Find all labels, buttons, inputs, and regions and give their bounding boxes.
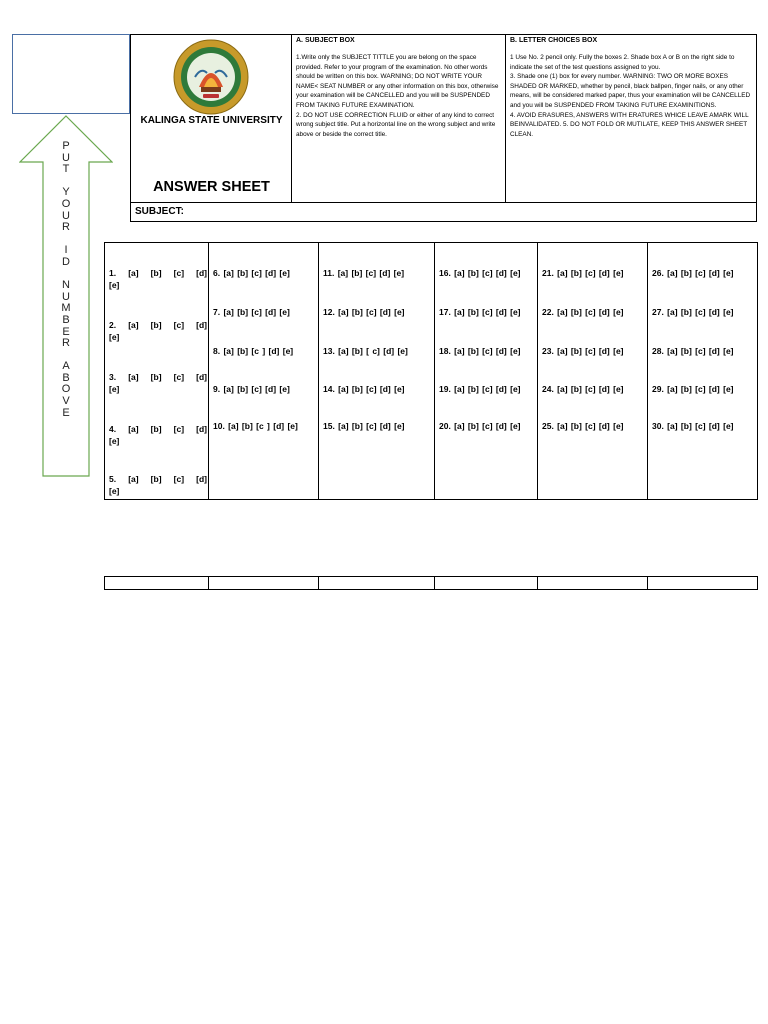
answer-item[interactable]: 18. [a] [b] [c] [d] [e] bbox=[439, 346, 521, 356]
answer-item[interactable]: 30. [a] [b] [c] [d] [e] bbox=[652, 421, 734, 431]
answer-item[interactable]: 28. [a] [b] [c] [d] [e] bbox=[652, 346, 734, 356]
strip-cell bbox=[538, 577, 648, 589]
letter-box-title: B. LETTER CHOICES BOX bbox=[510, 37, 598, 44]
answer-item[interactable]: 26. [a] [b] [c] [d] [e] bbox=[652, 268, 734, 278]
strip-cell bbox=[105, 577, 209, 589]
answer-item[interactable]: 8. [a] [b] [c ] [d] [e] bbox=[213, 346, 294, 356]
letter-box-body: 1 Use No. 2 pencil only. Fully the boxes 2. Shade box A or B on the right side to indicate the set of the test questions assigned to you. 3. Shade one (1) box for every number. WARNING: TWO OR MORE BOXES SHADED OR MARKED, whether by pencil, black ballpen, finger nails, or any other means, will be considered marked paper, thus your examination will be CANCELLED and you will be SUSPENDED FROM TAKING FUTURE EXAMINITIONS. 4. AVOID ERASURES, ANSWERS WITH ERATURES WHICE LEAVE AMARK WILL BEINVALIDATED. 5. DO NOT FOLD OR MUTILATE, KEEP THIS ANSWER SHEET CLEAN. bbox=[510, 54, 751, 138]
answer-item[interactable]: 15. [a] [b] [c] [d] [e] bbox=[323, 421, 405, 431]
answer-item[interactable]: 22. [a] [b] [c] [d] [e] bbox=[542, 307, 624, 317]
answer-item[interactable]: 25. [a] [b] [c] [d] [e] bbox=[542, 421, 624, 431]
answer-item[interactable]: 21. [a] [b] [c] [d] [e] bbox=[542, 268, 624, 278]
id-arrow-instruction: P U T Y O U R I D N U M B E R A B O V E bbox=[61, 140, 71, 419]
subject-field[interactable] bbox=[130, 203, 757, 222]
answer-item[interactable]: 14. [a] [b] [c] [d] [e] bbox=[323, 384, 405, 394]
answer-item[interactable]: 12. [a] [b] [c] [d] [e] bbox=[323, 307, 405, 317]
answer-column-3 bbox=[319, 243, 435, 499]
answer-grid bbox=[104, 242, 758, 500]
answer-item[interactable]: 16. [a] [b] [c] [d] [e] bbox=[439, 268, 521, 278]
logo-column bbox=[131, 35, 292, 202]
answer-item[interactable]: 9. [a] [b] [c] [d] [e] bbox=[213, 384, 290, 394]
id-number-box[interactable] bbox=[12, 34, 130, 114]
answer-column-4 bbox=[435, 243, 538, 499]
answer-item[interactable]: 17. [a] [b] [c] [d] [e] bbox=[439, 307, 521, 317]
answer-item[interactable]: 1. [a] [b] [c] [d] [e] bbox=[109, 268, 207, 290]
sheet-header bbox=[130, 34, 757, 203]
university-seal-icon bbox=[171, 37, 251, 117]
answer-item[interactable]: 19. [a] [b] [c] [d] [e] bbox=[439, 384, 521, 394]
strip-cell bbox=[319, 577, 435, 589]
answer-item[interactable]: 3. [a] [b] [c] [d] [e] bbox=[109, 372, 207, 394]
answer-column-6 bbox=[648, 243, 757, 499]
answer-column-1 bbox=[105, 243, 209, 499]
answer-item[interactable]: 27. [a] [b] [c] [d] [e] bbox=[652, 307, 734, 317]
answer-item[interactable]: 24. [a] [b] [c] [d] [e] bbox=[542, 384, 624, 394]
answer-item[interactable]: 11. [a] [b] [c] [d] [e] bbox=[323, 268, 405, 278]
bottom-strip-table bbox=[104, 576, 758, 590]
subject-box-instructions bbox=[292, 35, 506, 202]
letter-choices-box-instructions bbox=[506, 35, 756, 202]
subject-label: SUBJECT: bbox=[135, 206, 184, 217]
answer-column-2 bbox=[209, 243, 319, 499]
answer-item[interactable]: 10. [a] [b] [c ] [d] [e] bbox=[213, 421, 298, 431]
subject-box-title: A. SUBJECT BOX bbox=[296, 37, 355, 44]
answer-item[interactable]: 23. [a] [b] [c] [d] [e] bbox=[542, 346, 624, 356]
answer-item[interactable]: 13. [a] [b] [ c] [d] [e] bbox=[323, 346, 408, 356]
strip-cell bbox=[435, 577, 538, 589]
answer-item[interactable]: 7. [a] [b] [c] [d] [e] bbox=[213, 307, 290, 317]
subject-box-body: 1.Write only the SUBJECT TITTLE you are belong on the space provided. Refer to your program of the examination. No other words should be written on this box. WARNING; DO NOT WRITE YOUR NAME< SEAT NUMBER or any other information on this box, otherwise your examination will be CANCELLED and you will be SUSPENDED FROM TAKING FUTURE EXAMINATION. 2. DO NOT USE CORRECTION FLUID or either of any kind to correct wrong subject title. Put a horizontal line on the wrong subject and write above or beside the correct title. bbox=[296, 54, 499, 138]
answer-item[interactable]: 4. [a] [b] [c] [d] [e] bbox=[109, 424, 207, 446]
answer-item[interactable]: 2. [a] [b] [c] [d] [e] bbox=[109, 320, 207, 342]
answer-column-5 bbox=[538, 243, 648, 499]
answer-item[interactable]: 20. [a] [b] [c] [d] [e] bbox=[439, 421, 521, 431]
answer-item[interactable]: 6. [a] [b] [c] [d] [e] bbox=[213, 268, 290, 278]
answer-sheet-title: ANSWER SHEET bbox=[153, 179, 270, 195]
answer-item[interactable]: 29. [a] [b] [c] [d] [e] bbox=[652, 384, 734, 394]
strip-cell bbox=[209, 577, 319, 589]
answer-item[interactable]: 5. [a] [b] [c] [d] [e] bbox=[109, 474, 207, 496]
university-name: KALINGA STATE UNIVERSITY bbox=[140, 115, 283, 126]
